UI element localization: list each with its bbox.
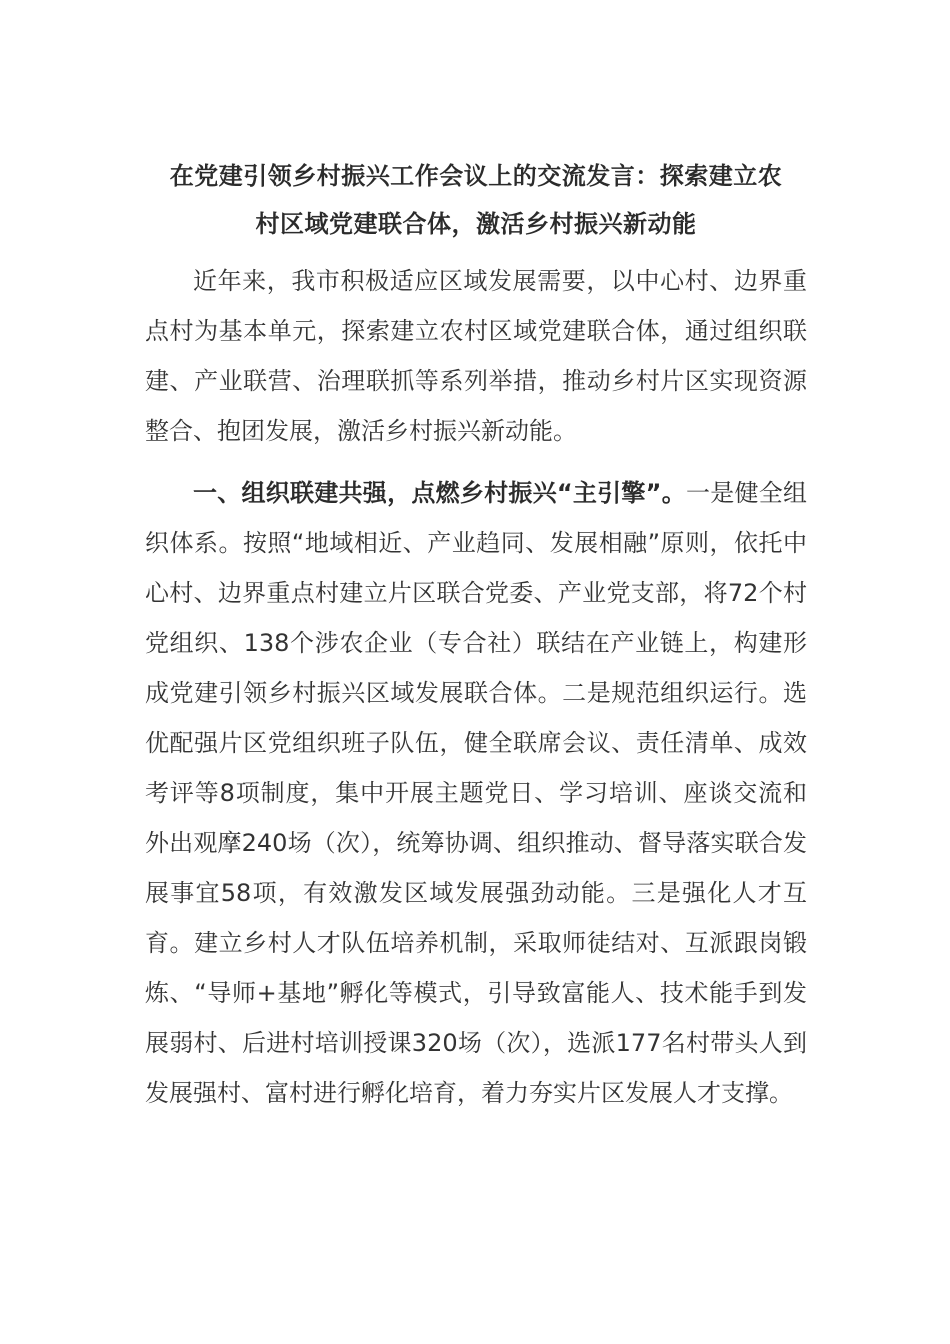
intro-paragraph <box>145 256 807 456</box>
intro-paragraph-text: 近年来，我市积极适应区域发展需要，以中心村、边界重点村为基本单元，探索建立农村区域党建联合体，通过组织联建、产业联营、治理联抓等系列举措，推动乡村片区实现资源整合、抱团发展，激活乡村振兴新动能。 <box>145 267 807 445</box>
document-page <box>145 152 807 1118</box>
section-1-heading: 一、组织联建共强，点燃乡村振兴“主引擎”。 <box>193 479 686 507</box>
section-1-body: 一是健全组织体系。按照“地域相近、产业趋同、发展相融”原则，依托中心村、边界重点村建立片区联合党委、产业党支部，将72个村党组织、138个涉农企业（专合社）联结在产业链上，构建形成党建引领乡村振兴区域发展联合体。二是规范组织运行。选优配强片区党组织班子队伍，健全联席会议、责任清单、成效考评等8项制度，集中开展主题党日、学习培训、座谈交流和外出观摩240场（次），统筹协调、组织推动、督导落实联合发展事宜58项，有效激发区域发展强劲动能。三是强化人才互育。建立乡村人才队伍培养机制，采取师徒结对、互派跟岗锻炼、“导师+基地”孵化等模式，引导致富能人、技术能手到发展弱村、后进村培训授课320场（次），选派177名村带头人到发展强村、富村进行孵化培育，着力夯实片区发展人才支撑。 <box>145 479 808 1107</box>
title-line-2: 村区域党建联合体，激活乡村振兴新动能 <box>255 210 697 238</box>
title-line-1: 在党建引领乡村振兴工作会议上的交流发言：探索建立农 <box>169 162 783 190</box>
section-1-paragraph <box>145 468 807 1118</box>
document-title <box>145 152 807 248</box>
